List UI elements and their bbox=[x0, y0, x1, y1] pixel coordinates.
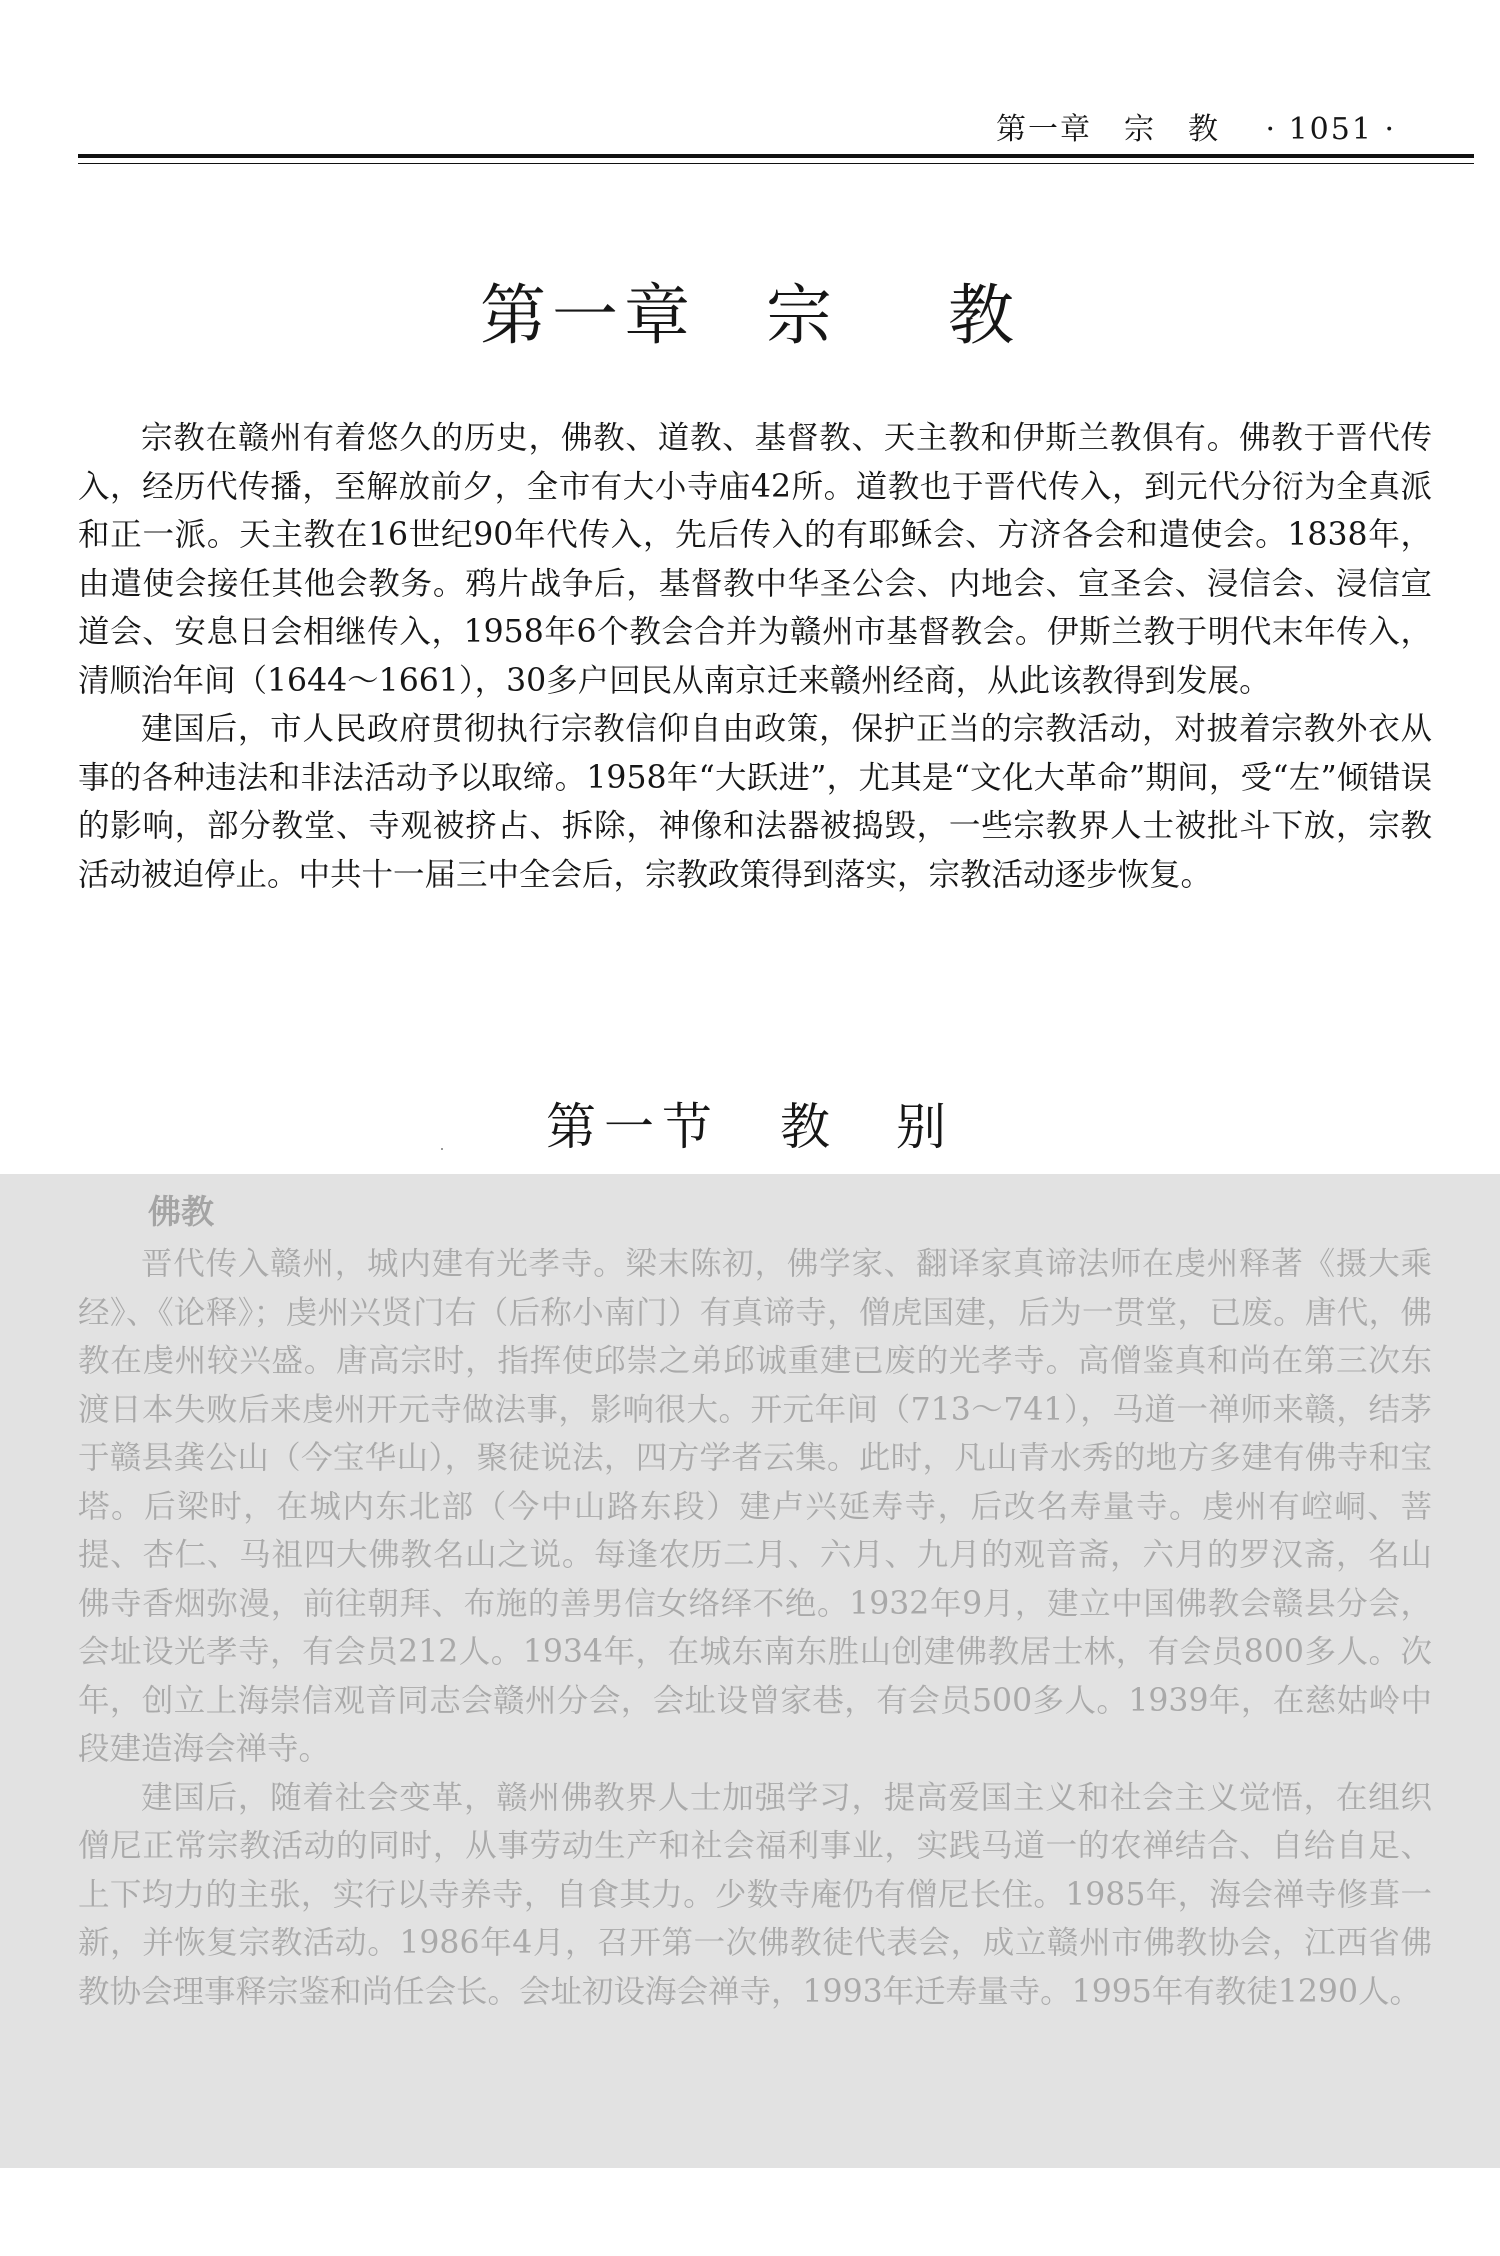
section-number: 第一节 bbox=[546, 1098, 720, 1156]
chapter-intro bbox=[78, 414, 1432, 899]
running-header bbox=[78, 104, 1396, 147]
chapter-name-part2: 教 bbox=[948, 277, 1020, 354]
intro-paragraph: 宗教在赣州有着悠久的历史，佛教、道教、基督教、天主教和伊斯兰教俱有。佛教于晋代传入，经历代传播，至解放前夕，全市有大小寺庙42所。道教也于晋代传入，到元代分衍为全真派和正一派。天主教在16世纪90年代传入，先后传入的有耶稣会、方济各会和遣使会。1838年，由遣使会接任其他会教务。鸦片战争后，基督教中华圣公会、内地会、宣圣会、浸信会、浸信宣道会、安息日会相继传入，1958年6个教会合并为赣州市基督教会。伊斯兰教于明代末年传入，清顺治年间（1644～1661），30多户回民从南京迁来赣州经商，从此该教得到发展。 bbox=[78, 420, 1432, 699]
buddhism-paragraph: 建国后，随着社会变革，赣州佛教界人士加强学习，提高爱国主义和社会主义觉悟，在组织僧尼正常宗教活动的同时，从事劳动生产和社会福利事业，实践马道一的农禅结合、自给自足、上下均力的主张，实行以寺养寺，自食其力。少数寺庵仍有僧尼长住。1985年，海会禅寺修葺一新，并恢复宗教活动。1986年4月，召开第一次佛教徒代表会，成立赣州市佛教协会，江西省佛教协会理事释宗鉴和尚任会长。会址初设海会禅寺，1993年迁寿量寺。1995年有教徒1290人。 bbox=[78, 1779, 1432, 2010]
buddhism-heading: 佛教 bbox=[148, 1192, 214, 1231]
buddhism-text bbox=[78, 1240, 1432, 2016]
chapter-number: 第一章 bbox=[480, 277, 696, 354]
section-name: 教 别 bbox=[780, 1098, 954, 1156]
section-title bbox=[0, 1092, 1500, 1162]
page-number: · 1051 · bbox=[1265, 112, 1396, 147]
header-rule-thick bbox=[78, 154, 1474, 158]
chapter-name-part1: 宗 bbox=[766, 277, 838, 354]
chapter-name bbox=[766, 277, 1020, 354]
header-rule-thin bbox=[78, 163, 1474, 164]
running-header-title: 第一章 宗 教 bbox=[995, 112, 1220, 147]
intro-paragraph: 建国后，市人民政府贯彻执行宗教信仰自由政策，保护正当的宗教活动，对披着宗教外衣从事的各种违法和非法活动予以取缔。1958年“大跃进”，尤其是“文化大革命”期间，受“左”倾错误的影响，部分教堂、寺观被挤占、拆除，神像和法器被捣毁，一些宗教界人士被批斗下放，宗教活动被迫停止。中共十一届三中全会后，宗教政策得到落实，宗教活动逐步恢复。 bbox=[78, 711, 1432, 893]
buddhism-section bbox=[0, 1174, 1500, 2168]
chapter-title bbox=[0, 276, 1500, 356]
buddhism-paragraph: 晋代传入赣州，城内建有光孝寺。梁末陈初，佛学家、翻译家真谛法师在虔州释著《摄大乘经》、《论释》；虔州兴贤门右（后称小南门）有真谛寺，僧虎国建，后为一贯堂，已废。唐代，佛教在虔州较兴盛。唐高宗时，指挥使邱崇之弟邱诚重建已废的光孝寺。高僧鉴真和尚在第三次东渡日本失败后来虔州开元寺做法事，影响很大。开元年间（713～741），马道一禅师来赣，结茅于赣县龚公山（今宝华山），聚徒说法，四方学者云集。此时，凡山青水秀的地方多建有佛寺和宝塔。后梁时，在城内东北部（今中山路东段）建卢兴延寿寺，后改名寿量寺。虔州有崆峒、菩提、杏仁、马祖四大佛教名山之说。每逢农历二月、六月、九月的观音斋，六月的罗汉斋，名山佛寺香烟弥漫，前往朝拜、布施的善男信女络绎不绝。1932年9月，建立中国佛教会赣县分会，会址设光孝寺，有会员212人。1934年，在城东南东胜山创建佛教居士林，有会员800多人。次年，创立上海崇信观音同志会赣州分会，会址设曾家巷，有会员500多人。1939年，在慈姑岭中段建造海会禅寺。 bbox=[78, 1246, 1432, 1767]
